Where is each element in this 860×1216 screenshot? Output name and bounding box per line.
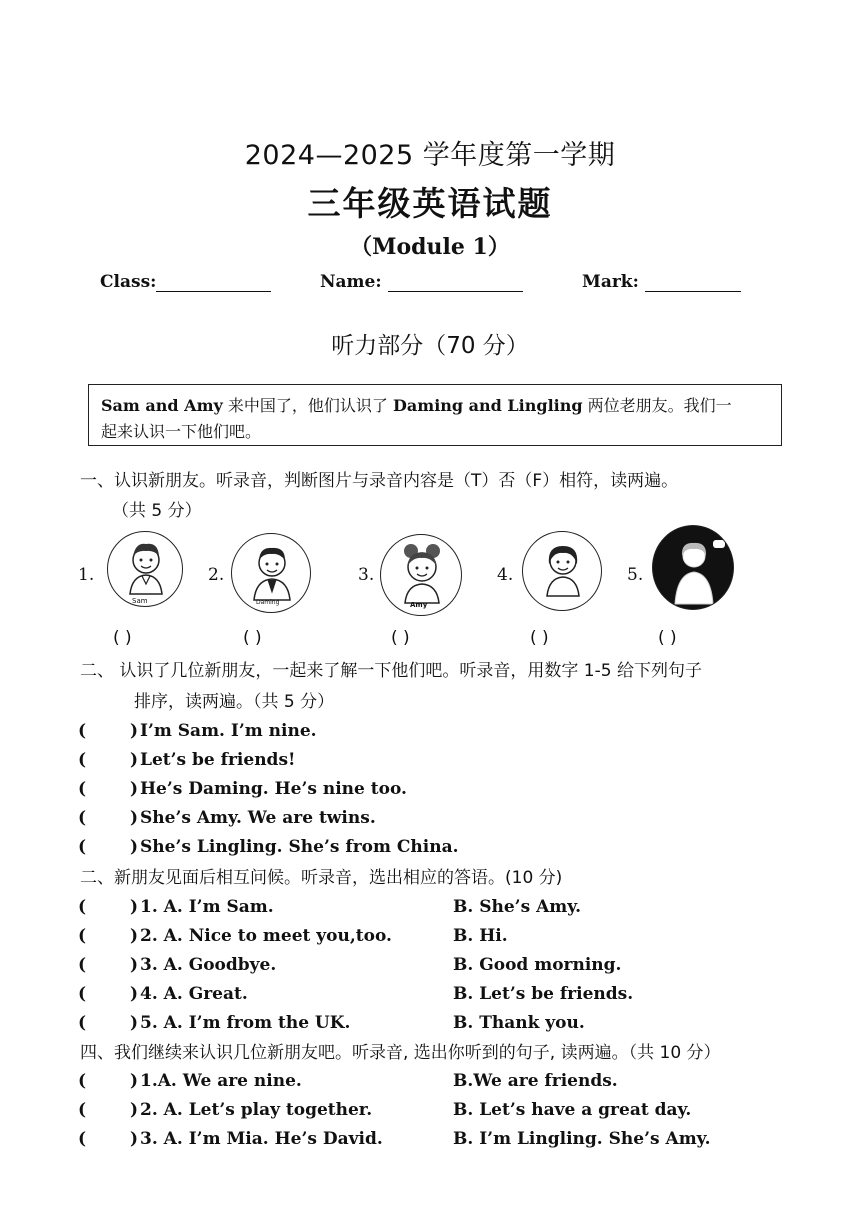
woman-teacher-icon xyxy=(652,525,734,610)
girl-lingling-icon xyxy=(522,531,602,611)
q2-sentence: Let’s be friends! xyxy=(140,750,296,770)
name-blank[interactable] xyxy=(388,273,523,292)
intro-line-1 xyxy=(101,393,769,419)
class-field xyxy=(100,272,271,292)
option-b: B. Let’s have a great day. xyxy=(453,1100,692,1120)
q2-sentence: I’m Sam. I’m nine. xyxy=(140,721,317,741)
option-b: B. I’m Lingling. She’s Amy. xyxy=(453,1129,711,1149)
list-item[interactable]: ( ) 1.A. We are nine. B.We are friends. xyxy=(78,1067,818,1096)
mark-blank[interactable] xyxy=(645,273,741,292)
mark-label: Mark: xyxy=(582,272,639,292)
option-b: B. She’s Amy. xyxy=(453,897,582,917)
intro-box xyxy=(88,384,782,446)
list-item[interactable]: ( ) 3. A. I’m Mia. He’s David. B. I’m Lingling. She’s Amy. xyxy=(78,1125,818,1154)
option-b: B. Let’s be friends. xyxy=(453,984,634,1004)
pic-number-5: 5. xyxy=(627,565,644,585)
list-item[interactable]: ( ) She’s Lingling. She’s from China. xyxy=(78,833,818,862)
q1-answer-4[interactable]: ( ) xyxy=(530,628,549,648)
option-a: 5. A. I’m from the UK. xyxy=(140,1013,351,1033)
pic-number-3: 3. xyxy=(358,565,375,585)
intro-line-2: 起来认识一下他们吧。 xyxy=(101,422,262,441)
q1-score: （共 5 分） xyxy=(112,501,202,521)
q2-sentence: She’s Lingling. She’s from China. xyxy=(140,837,459,857)
q2-title-line2: 排序，读两遍。（共 5 分） xyxy=(134,692,335,712)
pic-label-sam: Sam xyxy=(132,597,148,605)
q2-sentence: She’s Amy. We are twins. xyxy=(140,808,376,828)
list-item[interactable]: ( ) 3. A. Goodbye. B. Good morning. xyxy=(78,951,818,980)
option-a: 2. A. Nice to meet you,too. xyxy=(140,926,392,946)
intro-name-sam-amy: Sam and Amy xyxy=(101,396,223,415)
option-a: 3. A. I’m Mia. He’s David. xyxy=(140,1129,383,1149)
name-label: Name: xyxy=(320,272,382,292)
pic-number-1: 1. xyxy=(78,565,95,585)
q1-answer-2[interactable]: ( ) xyxy=(243,628,262,648)
module-subtitle: （Module 1） xyxy=(350,234,510,260)
list-item[interactable]: ( ) He’s Daming. He’s nine too. xyxy=(78,775,818,804)
q4-list xyxy=(78,1067,818,1154)
pic-label-daming: Daming xyxy=(256,599,280,606)
option-b: B. Thank you. xyxy=(453,1013,585,1033)
q1-answer-1[interactable]: ( ) xyxy=(113,628,132,648)
pic-number-4: 4. xyxy=(497,565,514,585)
q1-answer-3[interactable]: ( ) xyxy=(391,628,410,648)
list-item[interactable]: ( ) 2. A. Let’s play together. B. Let’s have a great day. xyxy=(78,1096,818,1125)
main-title: 三年级英语试题 xyxy=(307,184,553,223)
list-item[interactable]: ( ) 5. A. I’m from the UK. B. Thank you. xyxy=(78,1009,818,1038)
list-item[interactable]: ( ) She’s Amy. We are twins. xyxy=(78,804,818,833)
option-b: B.We are friends. xyxy=(453,1071,618,1091)
option-a: 1. A. I’m Sam. xyxy=(140,897,274,917)
list-item[interactable]: ( ) Let’s be friends! xyxy=(78,746,818,775)
pic-number-2: 2. xyxy=(208,565,225,585)
name-field xyxy=(320,272,523,292)
boy-sam-icon xyxy=(107,531,183,607)
intro-text-1: 来中国了，他们认识了 xyxy=(222,396,394,415)
option-a: 2. A. Let’s play together. xyxy=(140,1100,373,1120)
class-blank[interactable] xyxy=(156,273,271,292)
q2-title: 二、 认识了几位新朋友，一起来了解一下他们吧。听录音，用数字 1-5 给下列句子 xyxy=(80,661,702,681)
intro-name-daming-lingling: Daming and Lingling xyxy=(393,396,583,415)
q2-list xyxy=(78,717,818,862)
class-label: Class: xyxy=(100,272,157,292)
option-b: B. Good morning. xyxy=(453,955,622,975)
option-b: B. Hi. xyxy=(453,926,508,946)
option-a: 3. A. Goodbye. xyxy=(140,955,277,975)
q1-title: 一、认识新朋友。听录音，判断图片与录音内容是（T）否（F）相符，读两遍。 xyxy=(80,471,679,491)
option-a: 4. A. Great. xyxy=(140,984,248,1004)
list-item[interactable]: ( ) 2. A. Nice to meet you,too. B. Hi. xyxy=(78,922,818,951)
mark-field xyxy=(582,272,741,292)
list-item[interactable]: ( ) 1. A. I’m Sam. B. She’s Amy. xyxy=(78,893,818,922)
q4-title: 四、我们继续来认识几位新朋友吧。听录音, 选出你听到的句子, 读两遍。（共 10 分） xyxy=(80,1043,721,1063)
pic-label-amy: Amy xyxy=(410,601,428,609)
listening-section-title: 听力部分（70 分） xyxy=(331,333,529,359)
q2-sentence: He’s Daming. He’s nine too. xyxy=(140,779,407,799)
q3-title: 二、新朋友见面后相互问候。听录音，选出相应的答语。(10 分) xyxy=(80,868,563,888)
q3-list xyxy=(78,893,818,1038)
list-item[interactable]: ( ) I’m Sam. I’m nine. xyxy=(78,717,818,746)
list-item[interactable]: ( ) 4. A. Great. B. Let’s be friends. xyxy=(78,980,818,1009)
year-title: 2024—2025 学年度第一学期 xyxy=(244,140,616,171)
option-a: 1.A. We are nine. xyxy=(140,1071,302,1091)
intro-text-2: 两位老朋友。我们一 xyxy=(582,396,732,415)
q1-answer-5[interactable]: ( ) xyxy=(658,628,677,648)
